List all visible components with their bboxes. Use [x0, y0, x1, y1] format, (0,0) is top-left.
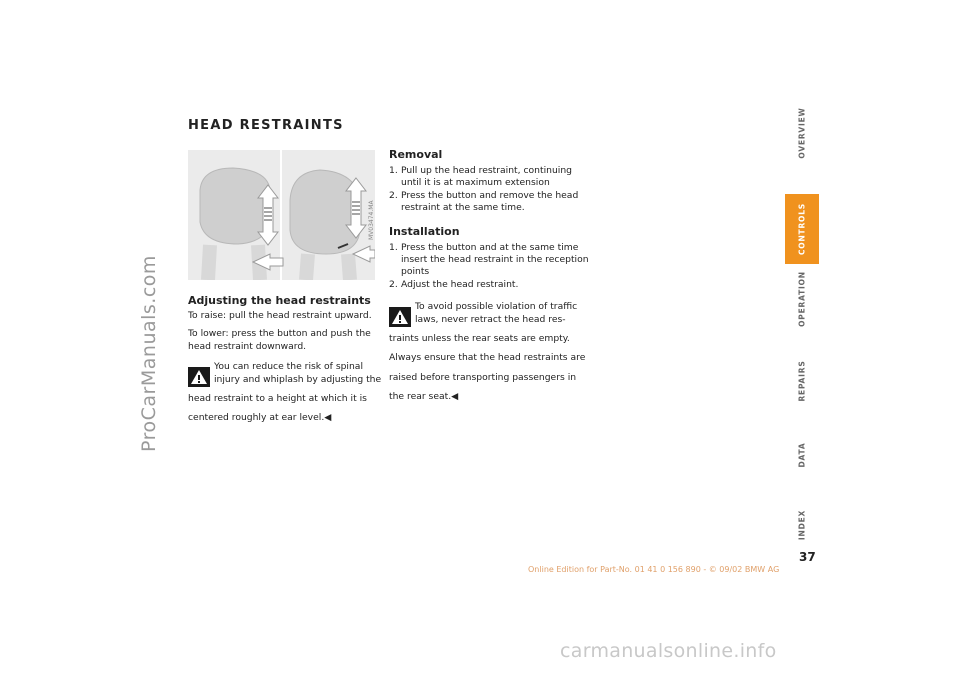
tab-data[interactable]: DATA: [797, 442, 807, 468]
section-tabs: [785, 98, 819, 541]
watermark-procarmanuals: ProCarManuals.com: [138, 255, 160, 452]
tab-controls[interactable]: CONTROLS: [785, 194, 819, 264]
adjusting-section: [188, 294, 383, 425]
page-number: 37: [799, 550, 816, 564]
warning-text-lead: You can reduce the risk of spinal injury and whiplash by adjusting the: [214, 361, 382, 385]
tab-repairs[interactable]: REPAIRS: [797, 360, 807, 402]
page-title: HEAD RESTRAINTS: [188, 118, 344, 133]
end-mark: ◀: [451, 391, 459, 403]
tab-overview[interactable]: OVERVIEW: [797, 107, 807, 159]
adjusting-heading: Adjusting the head restraints: [188, 294, 371, 307]
removal-installation-column: [389, 148, 589, 404]
head-restraint-drawing: [188, 150, 375, 280]
raise-instruction: To raise: pull the head restraint upward.: [188, 310, 372, 321]
installation-steps: [389, 242, 589, 292]
warning-block-adjust: [188, 361, 383, 425]
end-mark: ◀: [324, 412, 332, 424]
edition-line: Online Edition for Part-No. 01 41 0 156 890 - © 09/02 BMW AG: [528, 565, 780, 574]
warning-text-rest: traints unless the rear seats are empty. Always ensure that the head restraints are raised before transporting passengers in the rear seat.: [389, 333, 586, 403]
head-restraint-illustration: [188, 150, 375, 280]
warning-block-install: [389, 301, 589, 403]
list-item: 2. Press the button and remove the head restraint at the same time.: [389, 189, 579, 214]
warning-text-lead: To avoid possible violation of traffic laws, never retract the head res-: [415, 301, 578, 325]
figure-code: MV03474.MA: [368, 200, 375, 240]
list-item: 2. Adjust the head restraint.: [389, 278, 519, 290]
removal-heading: Removal: [389, 148, 443, 161]
tab-operation[interactable]: OPERATION: [797, 271, 807, 327]
list-item: 1. Pull up the head restraint, continuing until it is at maximum extension: [389, 165, 573, 189]
list-item: 1. Press the button and at the same time insert the head restraint in the reception points: [389, 241, 589, 278]
removal-steps: [389, 165, 589, 215]
installation-heading: Installation: [389, 224, 460, 238]
warning-triangle-icon: [389, 307, 411, 327]
warning-triangle-icon: [188, 367, 210, 387]
footer-watermark: carmanualsonline.info: [560, 640, 777, 662]
lower-instruction: To lower: press the button and push the head restraint downward.: [188, 328, 371, 352]
warning-text-rest: head restraint to a height at which it is centered roughly at ear level.: [188, 393, 367, 424]
tab-index[interactable]: INDEX: [797, 509, 807, 541]
